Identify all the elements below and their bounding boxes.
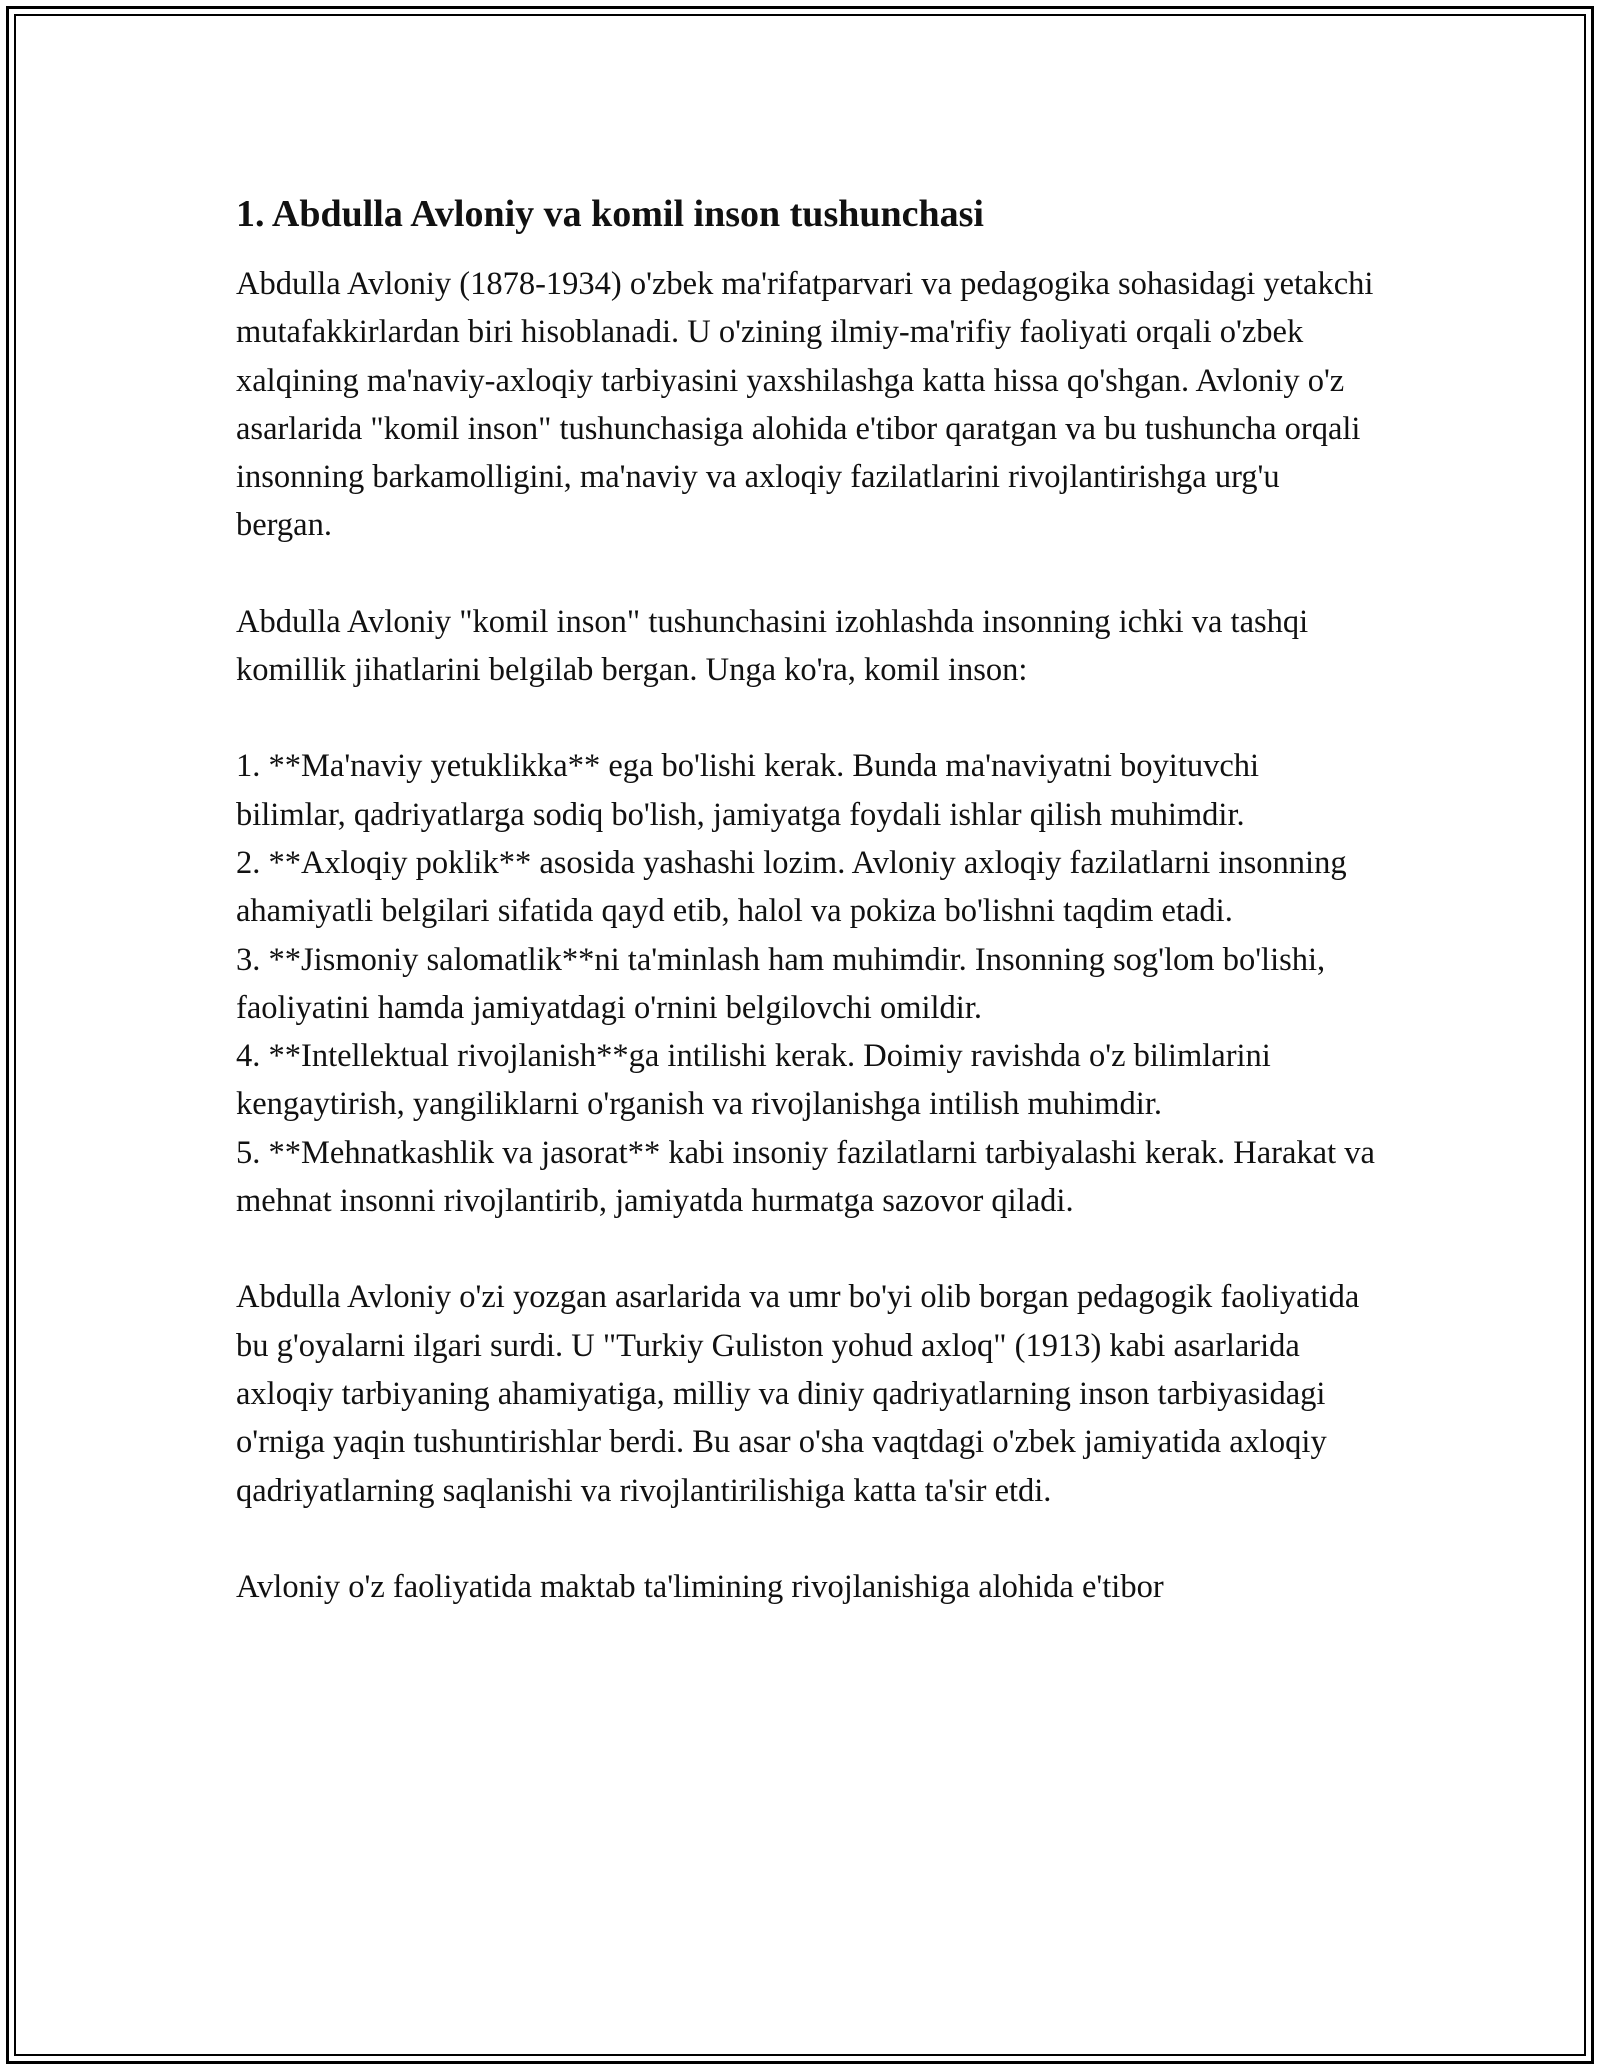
paragraph-intro: Abdulla Avloniy (1878-1934) o'zbek ma'rifatparvari va pedagogika sohasidagi yetakchi mutafakkirlardan biri hisoblanadi. U o'zining ilmiy-ma'rifiy faoliyati orqali o'zbek xalqining ma'naviy-axloqiy tarbiyasini yaxshilashga katta hissa qo'shgan. Avloniy o'z asarlarida "komil inson" tushunchasiga alohida e'tibor qaratgan va bu tushuncha orqali insonning barkamolligini, ma'naviy va axloqiy fazilatlarini rivojlantirishga urg'u bergan. bbox=[236, 266, 1374, 544]
list-item: 5. **Mehnatkashlik va jasorat** kabi insoniy fazilatlarni tarbiyalashi kerak. Harakat va mehnat insonni rivojlantirib, jamiyatda hurmatga sazovor qiladi. bbox=[236, 1134, 1375, 1220]
document-title: 1. Abdulla Avloniy va komil inson tushunchasi bbox=[236, 193, 984, 235]
list-item: 3. **Jismoniy salomatlik**ni ta'minlash ham muhimdir. Insonning sog'lom bo'lishi, faoliyatini hamda jamiyatdagi o'rnini belgilovchi omildir. bbox=[236, 941, 1326, 1026]
paragraph-school: Avloniy o'z faoliyatida maktab ta'limining rivojlanishiga alohida e'tibor bbox=[236, 1568, 1164, 1605]
paragraph-works: Abdulla Avloniy o'zi yozgan asarlarida va umr bo'yi olib borgan pedagogik faoliyatida bu g'oyalarni ilgari surdi. U "Turkiy Guliston yohud axloq" (1913) kabi asarlarida axloqiy tarbiyaning ahamiyatiga, milliy va diniy qadriyatlarning inson tarbiyasidagi o'rniga yaqin tushuntirishlar berdi. Bu asar o'sha vaqtdagi o'zbek jamiyatida axloqiy qadriyatlarning saqlanishi va rivojlantirilishiga katta ta'sir etdi. bbox=[236, 1279, 1360, 1509]
list-item: 2. **Axloqiy poklik** asosida yashashi lozim. Avloniy axloqiy fazilatlarni insonning ahamiyatli belgilari sifatida qayd etib, halol va pokiza bo'lishni taqdim etadi. bbox=[236, 844, 1347, 930]
document-body bbox=[236, 190, 1376, 1611]
list-item: 1. **Ma'naviy yetuklikka** ega bo'lishi kerak. Bunda ma'naviyatni boyituvchi bilimlar, qadriyatlarga sodiq bo'lish, jamiyatga foydali ishlar qilish muhimdir. bbox=[236, 748, 1260, 833]
list-item: 4. **Intellektual rivojlanish**ga intilishi kerak. Doimiy ravishda o'z bilimlarini kengaytirish, yangiliklarni o'rganish va rivojlanishga intilish muhimdir. bbox=[236, 1038, 1271, 1123]
qualities-list bbox=[236, 742, 1376, 1225]
paragraph-definition: Abdulla Avloniy "komil inson" tushunchasini izohlashda insonning ichki va tashqi komillik jihatlarini belgilab bergan. Unga ko'ra, komil inson: bbox=[236, 603, 1309, 689]
